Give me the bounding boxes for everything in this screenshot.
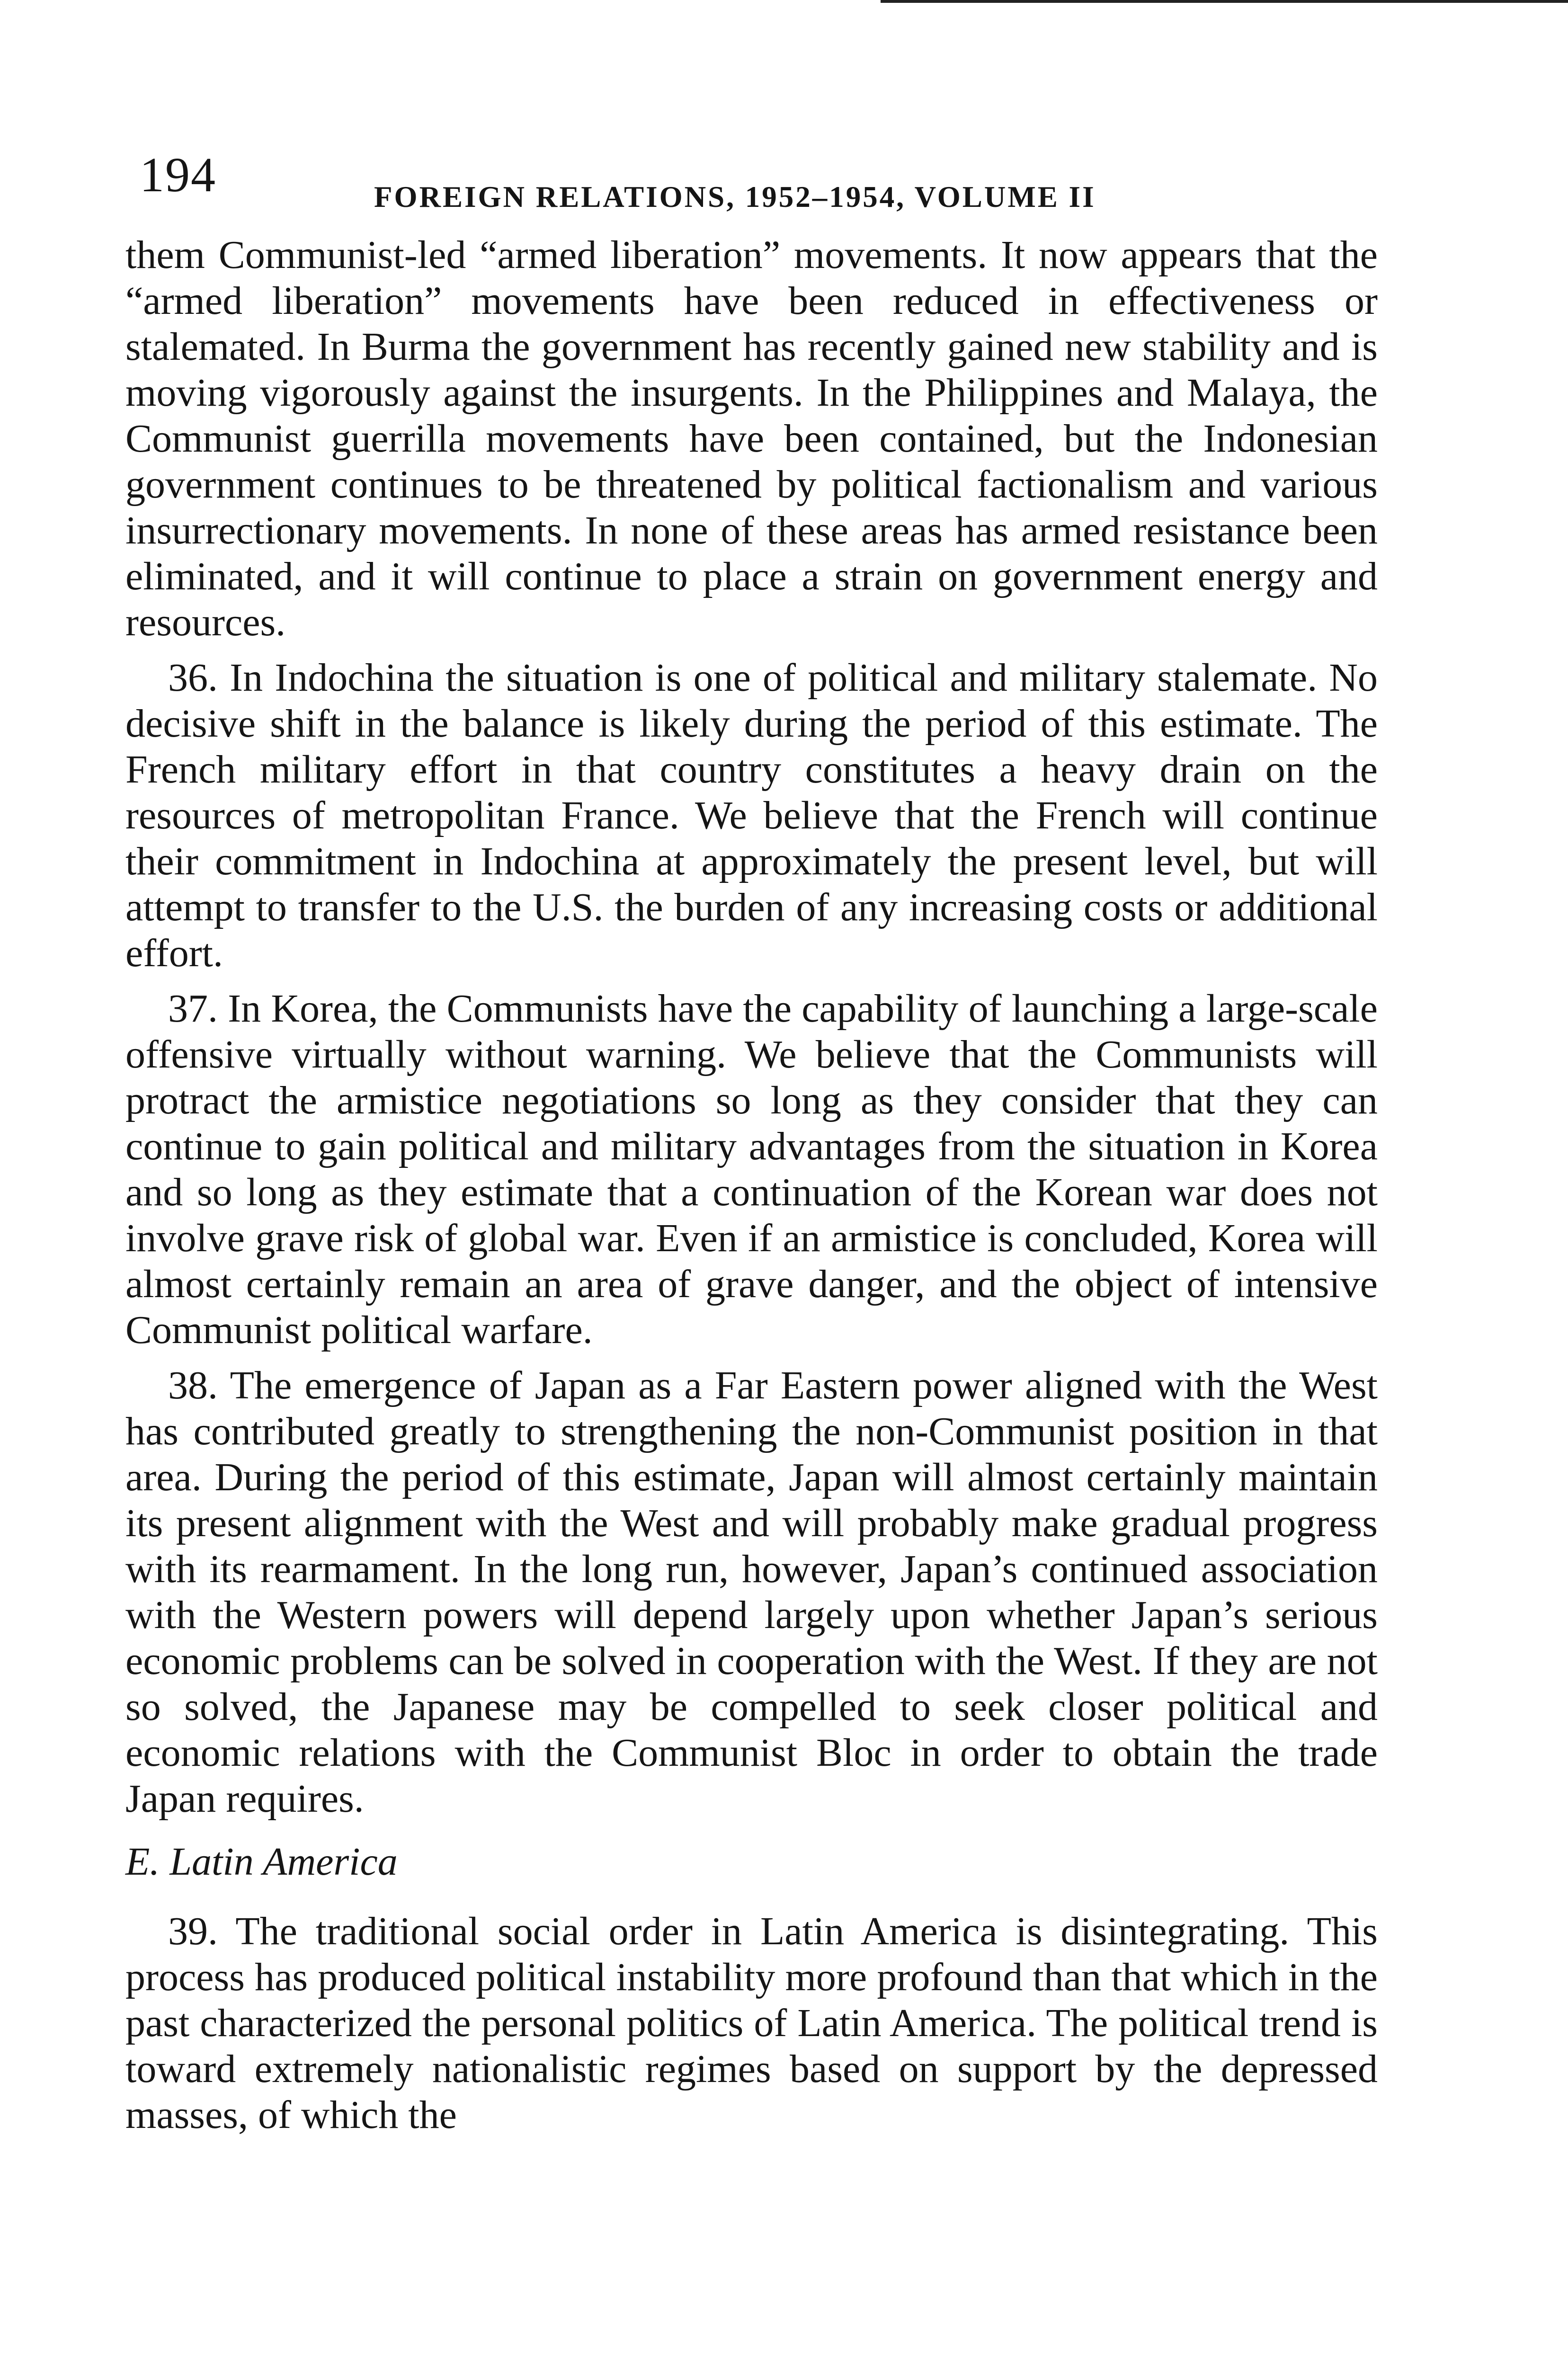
paragraph-39: 39. The traditional social order in Latin America is disintegrating. This process has produced political instability more profound than that which in the past characterized the personal politics of Latin America. The political trend is toward extremely nationalistic regimes based on support by the depressed masses, of which the — [125, 1909, 1378, 2137]
running-head-title: FOREIGN RELATIONS, 1952–1954, VOLUME II — [374, 180, 1096, 214]
page-number: 194 — [140, 148, 216, 202]
paragraph-38: 38. The emergence of Japan as a Far Eastern power aligned with the West has contributed greatly to strengthening the non-Communist position in that area. During the period of this estimate, Japan will almost certainly maintain its present alignment with the West and will probably make gradual progress with its rearmament. In the long run, however, Japan’s continued association with the Western powers will depend largely upon whether Japan’s serious economic problems can be solved in cooperation with the West. If they are not so solved, the Japanese may be compelled to seek closer political and economic relations with the Communist Bloc in order to obtain the trade Japan requires. — [125, 1363, 1378, 1821]
paragraph-37: 37. In Korea, the Communists have the capability of launching a large-scale offensive virtually without warning. We believe that the Communists will protract the armistice negotiations so long as they consider that they can continue to gain political and military advantages from the situation in Korea and so long as they estimate that a continuation of the Korean war does not involve grave risk of global war. Even if an armistice is concluded, Korea will almost certainly remain an area of grave danger, and the object of intensive Communist political warfare. — [125, 987, 1378, 1352]
paragraph-36: 36. In Indochina the situation is one of political and military stalemate. No decisive shift in the balance is likely during the period of this estimate. The French military effort in that country constitutes a heavy drain on the resources of metropolitan France. We believe that the French will continue their commitment in Indochina at approximately the present level, but will attempt to transfer to the U.S. the burden of any increasing costs or additional effort. — [125, 656, 1378, 975]
scan-top-border — [881, 0, 1568, 3]
paragraph-continuation: them Communist-led “armed liberation” movements. It now appears that the “armed liberation” movements have been reduced in effectiveness or stalemated. In Burma the government has recently gained new stability and is moving vigorously against the insurgents. In the Philippines and Malaya, the Communist guerrilla movements have been contained, but the Indonesian government continues to be threatened by political factionalism and various insurrectionary movements. In none of these areas has armed resistance been eliminated, and it will continue to place a strain on government energy and resources. — [125, 233, 1378, 644]
body-text — [125, 232, 1378, 2138]
section-heading-latin-america — [125, 1839, 1378, 1885]
section-heading-text: E. Latin America — [125, 1840, 398, 1884]
